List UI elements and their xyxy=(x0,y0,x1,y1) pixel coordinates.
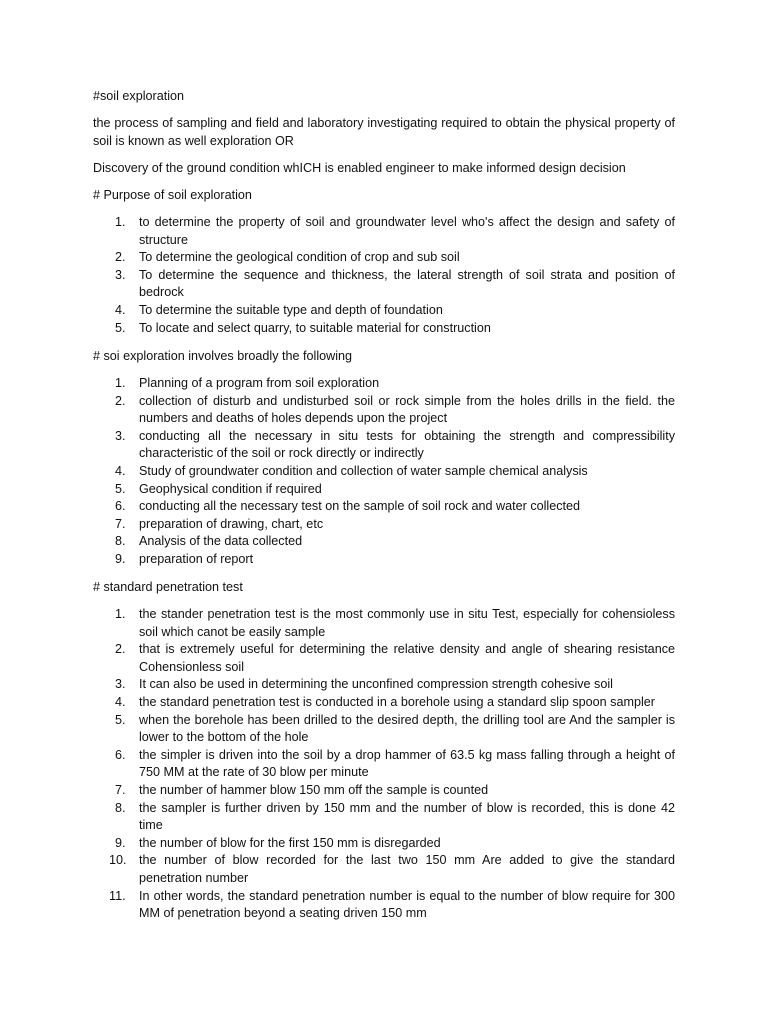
list-item xyxy=(93,747,675,782)
list-item-number: 3. xyxy=(115,428,126,443)
list-item xyxy=(93,533,675,551)
list-item xyxy=(93,320,675,338)
list-item xyxy=(93,694,675,712)
list-item-text: the standard penetration test is conducted in a borehole using a standard slip spoon sampler xyxy=(139,694,655,709)
list-item-number: 4. xyxy=(115,302,126,317)
list-item-number: 9. xyxy=(115,835,126,850)
list-item-text: preparation of report xyxy=(139,551,254,566)
list-item xyxy=(93,302,675,320)
list-item-text: preparation of drawing, chart, etc xyxy=(139,516,324,531)
list-item xyxy=(93,835,675,853)
list-item-number: 7. xyxy=(115,782,126,797)
list-item-number: 2. xyxy=(115,393,126,408)
list-item xyxy=(93,782,675,800)
heading-spt: # standard penetration test xyxy=(93,580,243,594)
list-item xyxy=(93,249,675,267)
definition-paragraph: the process of sampling and field and laboratory investigating required to obtain the physical property of soil is known as well exploration OR xyxy=(93,116,675,148)
list-item-number: 3. xyxy=(115,677,126,692)
list-item-text: To determine the sequence and thickness, the lateral strength of soil strata and position of bedrock xyxy=(139,267,675,300)
list-item-text: To determine the geological condition of crop and sub soil xyxy=(139,250,460,265)
list-item-text: Geophysical condition if required xyxy=(139,481,322,496)
list-item-number: 5. xyxy=(115,481,126,496)
list-item-number: 8. xyxy=(115,534,126,549)
list-item-text: the simpler is driven into the soil by a drop hammer of 63.5 kg mass falling through a height of 750 MM at the rate of 30 blow per minute xyxy=(139,747,675,780)
list-item-text: Planning of a program from soil exploration xyxy=(139,376,380,390)
list-item xyxy=(93,516,675,534)
list-item-text: Analysis of the data collected xyxy=(139,534,303,549)
list-item-text: to determine the property of soil and groundwater level who's affect the design and safety of structure xyxy=(139,215,675,247)
list-item-number: 2. xyxy=(115,250,126,265)
list-item xyxy=(93,498,675,516)
list-item-number: 3. xyxy=(115,267,126,282)
list-item-text: that is extremely useful for determining the relative density and angle of shearing resistance Cohensionless soil xyxy=(139,642,675,674)
list-item-text: the stander penetration test is the most commonly use in situ Test, especially for cohensioless soil which canot be easily sample xyxy=(139,607,675,639)
list-item xyxy=(93,393,675,428)
list-item-text: To locate and select quarry, to suitable material for construction xyxy=(139,320,491,335)
list-item xyxy=(93,712,675,747)
list-item-number: 9. xyxy=(115,551,126,566)
list-item-number: 10. xyxy=(109,853,127,868)
list-item-number: 11. xyxy=(109,888,126,903)
list-item-number: 5. xyxy=(115,712,126,727)
list-item-number: 4. xyxy=(115,694,126,709)
list-item-text: conducting all the necessary in situ tests for obtaining the strength and compressibility characteristic of the soil or rock directly or indirectly xyxy=(139,428,675,461)
list-item xyxy=(93,481,675,499)
list-item-text: It can also be used in determining the unconfined compression strength cohesive soil xyxy=(139,677,613,692)
list-item-text: Study of groundwater condition and collection of water sample chemical analysis xyxy=(139,463,588,478)
list-item-number: 6. xyxy=(115,747,126,762)
list-item-number: 4. xyxy=(115,463,126,478)
list-item-text: the number of blow for the first 150 mm is disregarded xyxy=(139,835,441,850)
heading-purpose: # Purpose of soil exploration xyxy=(93,188,252,202)
involves-list xyxy=(93,375,675,569)
list-item xyxy=(93,551,675,569)
heading-soil-exploration: #soil exploration xyxy=(93,89,185,103)
list-item xyxy=(93,676,675,694)
purpose-list xyxy=(93,214,675,337)
list-item xyxy=(93,428,675,463)
heading-involves: # soi exploration involves broadly the following xyxy=(93,349,353,363)
discovery-paragraph: Discovery of the ground condition whICH is enabled engineer to make informed design decision xyxy=(93,161,626,175)
list-item-text: the number of hammer blow 150 mm off the sample is counted xyxy=(139,782,489,797)
list-item-text: In other words, the standard penetration number is equal to the number of blow require for 300 MM of penetration beyond a seating driven 150 mm xyxy=(139,888,675,921)
list-item xyxy=(93,800,675,835)
list-item-number: 2. xyxy=(115,642,126,657)
list-item-number: 7. xyxy=(115,516,126,531)
list-item-text: To determine the suitable type and depth of foundation xyxy=(139,302,443,317)
list-item xyxy=(93,641,675,676)
list-item xyxy=(93,852,675,887)
list-item-number: 6. xyxy=(115,499,126,514)
list-item xyxy=(93,888,675,923)
list-item-number: 5. xyxy=(115,320,126,335)
list-item-number: 8. xyxy=(115,800,126,815)
list-item-text: the sampler is further driven by 150 mm and the number of blow is recorded, this is done 42 time xyxy=(139,800,675,833)
list-item-text: conducting all the necessary test on the sample of soil rock and water collected xyxy=(139,499,581,514)
list-item-number: 1. xyxy=(115,376,126,390)
spt-list xyxy=(93,606,675,923)
list-item xyxy=(93,606,675,641)
list-item xyxy=(93,214,675,249)
list-item xyxy=(93,375,675,393)
list-item-number: 1. xyxy=(115,215,126,229)
list-item-number: 1. xyxy=(115,607,126,621)
list-item xyxy=(93,463,675,481)
list-item-text: collection of disturb and undisturbed soil or rock simple from the holes drills in the field. the numbers and deaths of holes depends upon the project xyxy=(139,393,675,426)
list-item xyxy=(93,267,675,302)
list-item-text: when the borehole has been drilled to the desired depth, the drilling tool are And the sampler is lower to the bottom of the hole xyxy=(139,712,675,745)
list-item-text: the number of blow recorded for the last two 150 mm Are added to give the standard penetration number xyxy=(139,853,675,885)
